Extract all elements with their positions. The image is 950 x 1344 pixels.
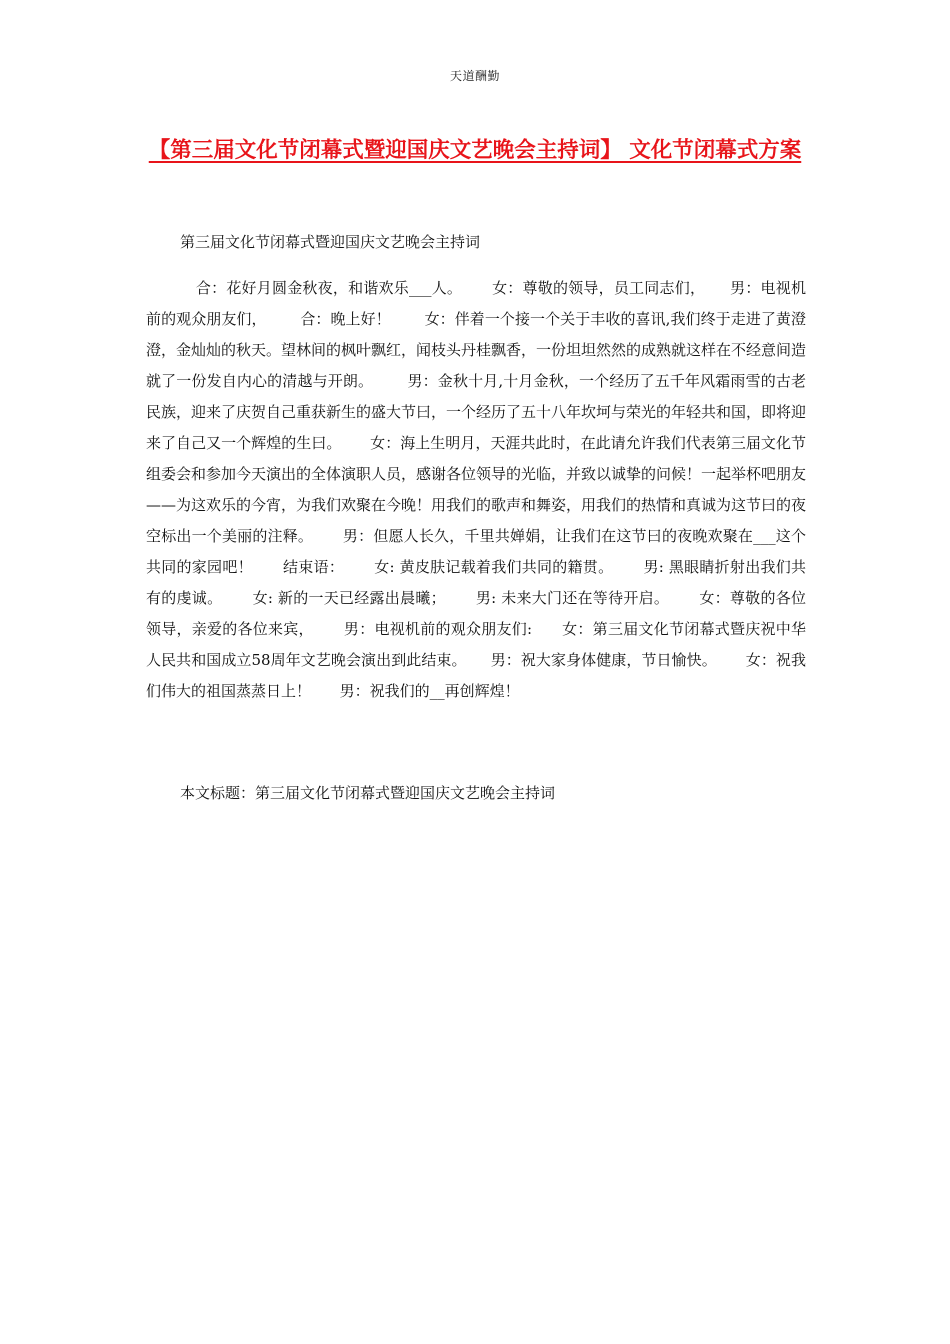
article-title-footer: 本文标题：第三届文化节闭幕式暨迎国庆文艺晚会主持词 [180,784,556,802]
document-title-link[interactable]: 【第三届文化节闭幕式暨迎国庆文艺晚会主持词】 文化节闭幕式方案 [148,138,802,163]
body-text-content: 合：花好月圆金秋夜，和谐欢乐___人。 女：尊敬的领导，员工同志们， 男：电视机前的观众朋友们， 合：晚上好！ 女：伴着一个接一个关于丰收的喜讯,我们终于走进了黄澄澄，金灿灿的秋天。望林间的枫叶飘红，闻枝头丹桂飘香，一份坦坦然然的成熟就这样在不经意间造就了一份发自内心的清越与开朗。 男：金秋十月,十月金秋，一个经历了五千年风霜雨雪的古老民族，迎来了庆贺自己重获新生的盛大节曰，一个经历了五十八年坎坷与荣光的年轻共和国，即将迎来了自己又一个辉煌的生曰。 女：海上生明月，天涯共此时，在此请允许我们代表第三届文化节组委会和参加今天演出的全体演职人员，感谢各位领导的光临，并致以诚挚的问候！一起举杯吧朋友——为这欢乐的今宵，为我们欢聚在今晚！用我们的歌声和舞姿，用我们的热情和真诚为这节曰的夜空标出一个美丽的注释。 男：但愿人长久，千里共婵娟，让我们在这节曰的夜晚欢聚在___这个共同的家园吧！ 结束语： 女: 黄皮肤记载着我们共同的籍贯。 男: 黑眼睛折射出我们共有的虔诚。 女: 新的一天已经露出晨曦； 男: 未来大门还在等待开启。 女：尊敬的各位领导，亲爱的各位来宾， 男：电视机前的观众朋友们: 女：第三届文化节闭幕式暨庆祝中华人民共和国成立58周年文艺晚会演出到此结束。 男：祝大家身体健康，节日愉快。 女：祝我们伟大的祖国蒸蒸日上！ 男：祝我们的__再创辉煌！ [146,279,807,700]
body-paragraph [146,273,806,707]
page-header: 天道酬勤 [449,69,500,83]
document-subtitle: 第三届文化节闭幕式暨迎国庆文艺晚会主持词 [180,233,481,251]
